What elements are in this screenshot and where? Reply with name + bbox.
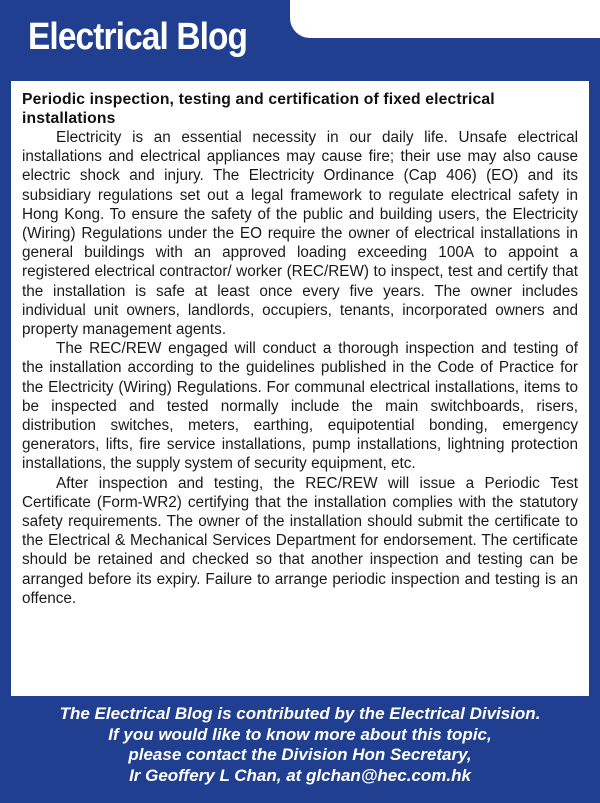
article-paragraph-3: After inspection and testing, the REC/REW will issue a Periodic Test Certificate (Form-WR2) certifying that the installation complies with the statutory safety requirements. The owner of the installation should submit the certificate to the Electrical & Mechanical Services Department for endorsement. The certificate should be retained and checked so that another inspection and testing can be arranged before its expiry. Failure to arrange periodic inspection and testing is an offence.: [22, 474, 578, 607]
article-paragraph-2: The REC/REW engaged will conduct a thorough inspection and testing of the installation according to the guidelines published in the Code of Practice for the Electricity (Wiring) Regulations. For communal electrical installations, items to be inspected and tested normally include the main switchboards, risers, distribution switches, meters, earthing, equipotential bonding, emergency generators, lifts, fire service installations, pump installations, lightning protection installations, the supply system of security equipment, etc.: [22, 340, 578, 473]
footer-line-contact: please contact the Division Hon Secretary,: [128, 745, 472, 764]
footer-line-more-info: If you would like to know more about this topic,: [108, 724, 492, 744]
footer-line-contributor: The Electrical Blog is contributed by the Electrical Division.: [59, 704, 541, 723]
article-paragraph-1: Electricity is an essential necessity in our daily life. Unsafe electrical installations and electrical appliances may cause fire; their use may also cause electric shock and injury. The Electricity Ordinance (Cap 406) (EO) and its subsidiary regulations set out a legal framework to regulate electrical safety in Hong Kong. To ensure the safety of the public and building users, the Electricity (Wiring) Regulations under the EO require the owner of electrical installations in general buildings with an approved loading exceeding 100A to appoint a registered electrical contractor/ worker (REC/REW) to inspect, test and certify that the installation is safe at least once every five years. The owner includes individual unit owners, landlords, occupiers, tenants, incorporated owners and property management agents.: [22, 129, 578, 339]
footer-note: [0, 704, 600, 786]
article-heading: Periodic inspection, testing and certification of fixed electrical installations: [22, 91, 495, 127]
blog-title: Electrical Blog: [28, 16, 248, 58]
article-box: [11, 81, 589, 696]
footer-line-email: Ir Geoffery L Chan, at glchan@hec.com.hk: [129, 765, 471, 785]
title-tab-notch: [290, 0, 600, 38]
